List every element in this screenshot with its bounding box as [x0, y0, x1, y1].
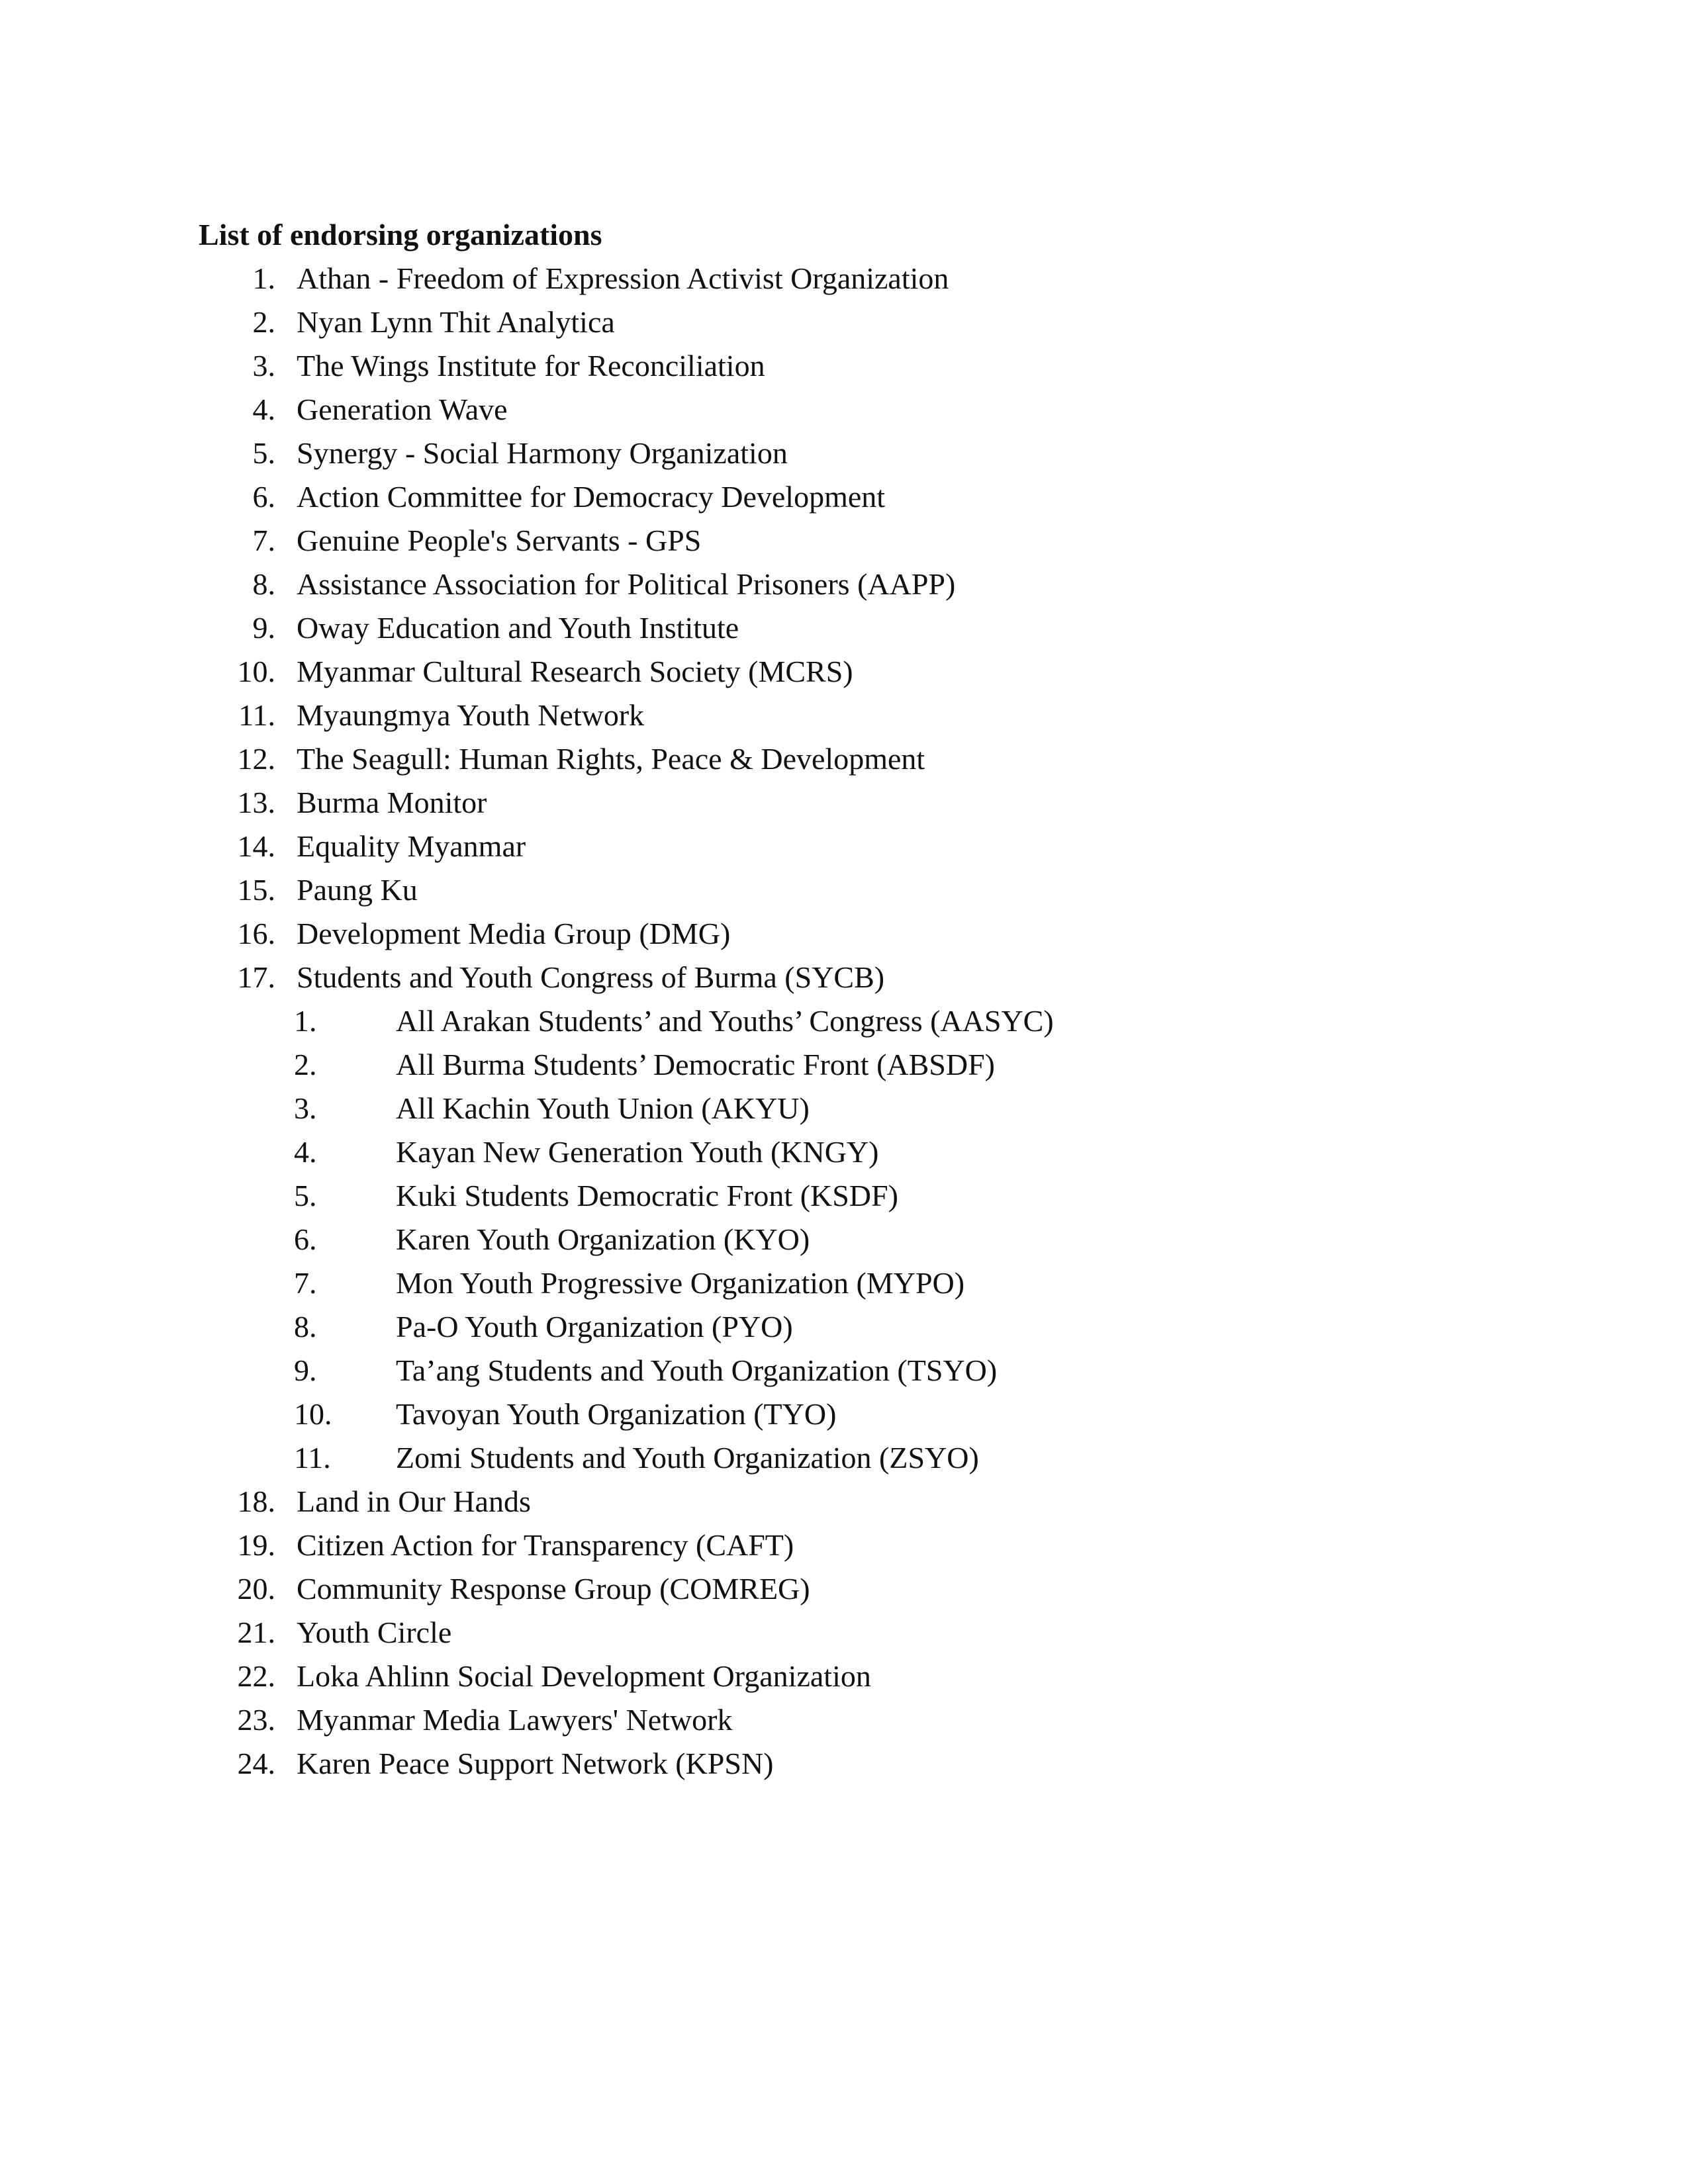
list-item-number: 10.	[237, 655, 275, 688]
list-item-text: Zomi Students and Youth Organization (ZSYO)	[396, 1441, 979, 1475]
sub-list-item	[0, 1218, 1688, 1261]
sub-list-item	[0, 1130, 1688, 1174]
list-item-text: Tavoyan Youth Organization (TYO)	[396, 1397, 837, 1431]
sub-list-item	[0, 999, 1688, 1043]
list-item-number: 2.	[252, 305, 275, 339]
list-item-text: Mon Youth Progressive Organization (MYPO)	[396, 1266, 965, 1300]
list-item-number: 22.	[237, 1659, 275, 1693]
list-item-number: 8.	[252, 567, 275, 601]
list-item	[0, 868, 1688, 912]
list-item-text: Kuki Students Democratic Front (KSDF)	[396, 1179, 898, 1212]
list-item-number: 14.	[237, 829, 275, 863]
list-item	[0, 956, 1688, 999]
list-item	[0, 737, 1688, 781]
list-item-number: 19.	[237, 1528, 275, 1562]
list-item	[0, 475, 1688, 519]
list-item-text: Students and Youth Congress of Burma (SYCB)	[297, 960, 885, 994]
list-item-text: Assistance Association for Political Prisoners (AAPP)	[297, 567, 956, 601]
list-item	[0, 1742, 1688, 1786]
list-item-number: 4.	[252, 392, 275, 426]
list-heading: List of endorsing organizations	[199, 218, 602, 251]
list-item-number: 24.	[237, 1747, 275, 1780]
sub-list-item	[0, 1261, 1688, 1305]
list-item-number: 3.	[294, 1091, 317, 1125]
list-item-number: 11.	[238, 698, 275, 732]
list-item-text: Action Committee for Democracy Development	[297, 480, 886, 514]
list-item-text: Genuine People's Servants - GPS	[297, 523, 702, 557]
list-item-text: Development Media Group (DMG)	[297, 917, 731, 950]
sub-list-item	[0, 1174, 1688, 1218]
list-item-text: Ta’ang Students and Youth Organization (TSYO)	[396, 1353, 998, 1387]
list-item-number: 10.	[294, 1397, 332, 1431]
list-item-text: Nyan Lynn Thit Analytica	[297, 305, 615, 339]
list-item-text: Paung Ku	[297, 873, 418, 907]
list-item	[0, 519, 1688, 563]
list-item-number: 13.	[237, 786, 275, 819]
list-item	[0, 606, 1688, 650]
list-item	[0, 344, 1688, 388]
sub-list-item	[0, 1436, 1688, 1480]
list-item-text: Citizen Action for Transparency (CAFT)	[297, 1528, 794, 1562]
list-item	[0, 825, 1688, 868]
list-item	[0, 1655, 1688, 1698]
list-item-text: Generation Wave	[297, 392, 508, 426]
list-item	[0, 257, 1688, 300]
list-item	[0, 694, 1688, 737]
list-item-text: Loka Ahlinn Social Development Organization	[297, 1659, 871, 1693]
list-item-number: 3.	[252, 349, 275, 383]
list-item-number: 9.	[294, 1353, 317, 1387]
list-item-text: The Wings Institute for Reconciliation	[297, 349, 765, 383]
list-item	[0, 1567, 1688, 1611]
list-item-number: 6.	[294, 1222, 317, 1256]
list-item-number: 7.	[294, 1266, 317, 1300]
list-item-number: 4.	[294, 1135, 317, 1169]
list-item-number: 12.	[237, 742, 275, 776]
list-item-text: Kayan New Generation Youth (KNGY)	[396, 1135, 879, 1169]
list-item	[0, 300, 1688, 344]
list-item-text: Myanmar Media Lawyers' Network	[297, 1703, 733, 1737]
list-item-number: 18.	[237, 1484, 275, 1518]
list-item-text: The Seagull: Human Rights, Peace & Development	[297, 742, 925, 776]
list-item-text: All Kachin Youth Union (AKYU)	[396, 1091, 810, 1125]
list-item-number: 5.	[252, 436, 275, 470]
sub-list-item	[0, 1349, 1688, 1392]
list-item-number: 23.	[237, 1703, 275, 1737]
list-item-number: 1.	[294, 1004, 317, 1038]
list-item	[0, 650, 1688, 694]
sub-list-item	[0, 1305, 1688, 1349]
list-item	[0, 1524, 1688, 1567]
list-item-text: Burma Monitor	[297, 786, 487, 819]
list-item-number: 20.	[237, 1572, 275, 1606]
list-item-text: Equality Myanmar	[297, 829, 526, 863]
list-item-number: 17.	[237, 960, 275, 994]
list-item-number: 7.	[252, 523, 275, 557]
sub-list-item	[0, 1392, 1688, 1436]
list-item-text: Land in Our Hands	[297, 1484, 531, 1518]
list-item	[0, 563, 1688, 606]
list-item-text: Karen Peace Support Network (KPSN)	[297, 1747, 774, 1780]
list-item	[0, 432, 1688, 475]
list-item-text: Community Response Group (COMREG)	[297, 1572, 810, 1606]
list-item-number: 11.	[294, 1441, 331, 1475]
endorsing-organizations-list	[0, 257, 1688, 1786]
list-item-number: 16.	[237, 917, 275, 950]
list-item	[0, 912, 1688, 956]
list-item-text: All Burma Students’ Democratic Front (ABSDF)	[396, 1048, 995, 1081]
list-item-number: 21.	[237, 1615, 275, 1649]
list-item-text: All Arakan Students’ and Youths’ Congress (AASYC)	[396, 1004, 1054, 1038]
list-item-number: 2.	[294, 1048, 317, 1081]
list-item-text: Myaungmya Youth Network	[297, 698, 645, 732]
sub-list-item	[0, 1087, 1688, 1130]
list-item-text: Synergy - Social Harmony Organization	[297, 436, 788, 470]
list-item-number: 8.	[294, 1310, 317, 1343]
list-item-text: Karen Youth Organization (KYO)	[396, 1222, 810, 1256]
list-item-text: Athan - Freedom of Expression Activist Organization	[297, 261, 949, 295]
sub-list-item	[0, 1043, 1688, 1087]
list-item-number: 9.	[252, 611, 275, 645]
list-item	[0, 781, 1688, 825]
list-item-text: Oway Education and Youth Institute	[297, 611, 739, 645]
list-item-text: Pa-O Youth Organization (PYO)	[396, 1310, 793, 1343]
list-item-number: 15.	[237, 873, 275, 907]
list-item	[0, 388, 1688, 432]
list-item-number: 1.	[252, 261, 275, 295]
list-item	[0, 1698, 1688, 1742]
list-item-number: 6.	[252, 480, 275, 514]
list-item-text: Youth Circle	[297, 1615, 452, 1649]
list-item	[0, 1480, 1688, 1524]
list-item-text: Myanmar Cultural Research Society (MCRS)	[297, 655, 853, 688]
list-item	[0, 1611, 1688, 1655]
list-item-number: 5.	[294, 1179, 317, 1212]
